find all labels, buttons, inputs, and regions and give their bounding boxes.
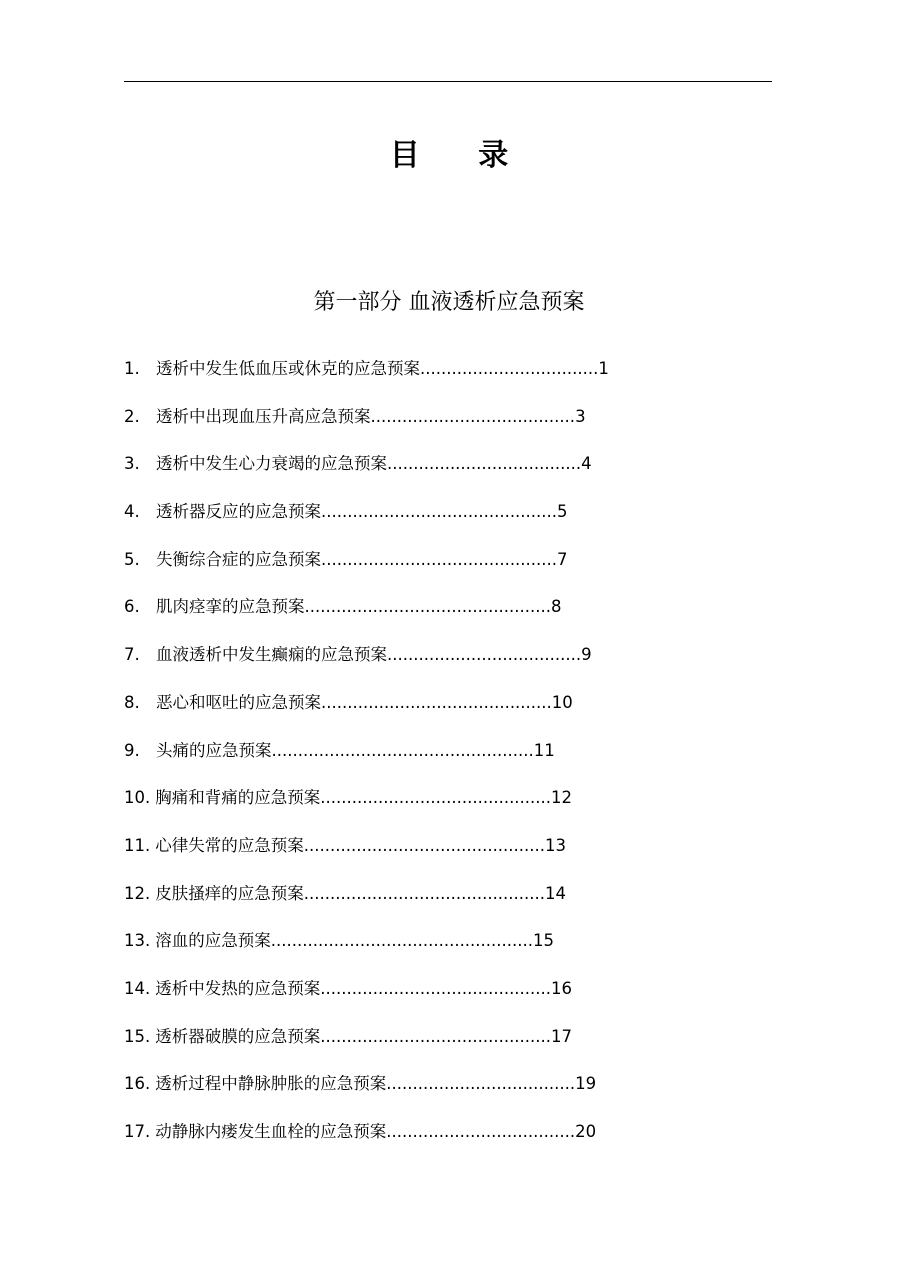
table-of-contents [124, 354, 784, 1165]
toc-leader-dots: ............................................ [321, 692, 552, 712]
toc-entry-title: 透析器破膜的应急预案 [155, 1026, 321, 1046]
toc-page-number: 3 [575, 406, 586, 426]
toc-entry[interactable] [124, 974, 784, 1022]
toc-page-number: 15 [533, 931, 554, 951]
toc-entry-title: 血液透析中发生癫痫的应急预案 [156, 645, 387, 665]
toc-leader-dots: ............................................ [320, 1026, 552, 1046]
toc-page-number: 17 [551, 1026, 573, 1046]
toc-entry-title: 动静脉内瘘发生血栓的应急预案 [155, 1122, 387, 1141]
toc-entry-title: 透析器反应的应急预案 [156, 502, 321, 522]
toc-entry[interactable] [124, 688, 784, 736]
toc-leader-dots: ..................................... [387, 645, 582, 665]
toc-entry[interactable] [124, 354, 784, 402]
toc-entry[interactable] [124, 831, 784, 879]
toc-page-number: 4 [581, 454, 592, 474]
toc-leader-dots: .................................................. [271, 740, 534, 760]
toc-entry[interactable] [124, 545, 784, 593]
section-heading: 第一部分 血液透析应急预案 [313, 290, 585, 315]
toc-entry-title: 透析中发生低血压或休克的应急预案 [156, 359, 420, 378]
toc-entry[interactable] [124, 497, 784, 545]
toc-entry[interactable] [124, 926, 784, 974]
toc-entry-number: 12. [124, 883, 151, 903]
toc-page-number: 11 [533, 740, 555, 760]
toc-entry-title: 透析中发热的应急预案 [155, 978, 321, 998]
toc-entry-number: 11. [124, 835, 151, 855]
toc-page-number: 1 [598, 359, 609, 378]
toc-entry[interactable] [124, 1117, 784, 1165]
toc-entry-title: 恶心和呕吐的应急预案 [156, 692, 321, 712]
toc-entry-number: 7. [124, 645, 140, 665]
toc-page-number: 12 [551, 788, 573, 808]
header-rule [124, 81, 772, 82]
toc-leader-dots: ............................................. [321, 549, 558, 569]
toc-entry-number: 6. [124, 597, 140, 617]
toc-entry-number: 15. [124, 1026, 151, 1046]
toc-page-number: 14 [545, 883, 567, 903]
toc-entry[interactable] [124, 449, 784, 497]
toc-entry[interactable] [124, 640, 784, 688]
toc-page-number: 16 [551, 978, 573, 998]
toc-entry[interactable] [124, 402, 784, 450]
toc-page-number: 20 [575, 1122, 597, 1141]
toc-leader-dots: .............................................. [303, 835, 546, 855]
toc-entry-title: 透析中发生心力衰竭的应急预案 [156, 454, 387, 474]
toc-entry-number: 5. [124, 549, 140, 569]
toc-page-number: 7 [557, 549, 568, 569]
toc-entry[interactable] [124, 783, 784, 831]
toc-leader-dots: ............................................ [320, 788, 552, 808]
toc-entry[interactable] [124, 1022, 784, 1070]
toc-entry-title: 透析过程中静脉肿胀的应急预案 [155, 1074, 387, 1094]
toc-entry-number: 9. [124, 740, 140, 760]
page-title: 目 录 [389, 138, 533, 173]
toc-leader-dots: .................................................. [270, 931, 533, 951]
toc-entry-number: 3. [124, 454, 140, 474]
toc-page-number: 5 [557, 502, 568, 522]
toc-page-number: 13 [545, 835, 567, 855]
toc-entry-title: 肌肉痉挛的应急预案 [156, 597, 305, 617]
toc-leader-dots: .................................... [386, 1074, 576, 1094]
toc-page-number: 10 [551, 692, 573, 712]
toc-entry-title: 透析中出现血压升高应急预案 [156, 406, 371, 426]
toc-page-number: 8 [551, 597, 562, 617]
toc-leader-dots: ............................................ [320, 978, 552, 998]
toc-entry-title: 头痛的应急预案 [156, 740, 272, 760]
toc-entry-number: 1. [124, 359, 140, 378]
toc-entry-number: 16. [124, 1074, 151, 1094]
toc-entry-number: 8. [124, 692, 140, 712]
toc-entry-number: 10. [124, 788, 151, 808]
toc-entry-title: 溶血的应急预案 [155, 931, 271, 951]
toc-entry-number: 2. [124, 406, 140, 426]
toc-entry-title: 皮肤搔痒的应急预案 [155, 883, 304, 903]
toc-leader-dots: .............................................. [303, 883, 546, 903]
toc-leader-dots: .................................... [386, 1122, 576, 1141]
toc-leader-dots: .................................. [420, 359, 599, 378]
toc-entry[interactable] [124, 1069, 784, 1117]
toc-leader-dots: ............................................. [321, 502, 558, 522]
toc-entry-title: 胸痛和背痛的应急预案 [155, 788, 321, 808]
toc-entry[interactable] [124, 592, 784, 640]
toc-entry-number: 17. [124, 1122, 151, 1141]
toc-entry-number: 13. [124, 931, 151, 951]
toc-page-number: 19 [575, 1074, 597, 1094]
toc-leader-dots: ..................................... [387, 454, 582, 474]
toc-entry-number: 14. [124, 978, 151, 998]
toc-entry-number: 4. [124, 502, 140, 522]
toc-page-number: 9 [581, 645, 592, 665]
toc-leader-dots: ............................................... [304, 597, 552, 617]
toc-leader-dots: ....................................... [370, 406, 576, 426]
toc-entry-title: 心律失常的应急预案 [155, 835, 304, 855]
toc-entry[interactable] [124, 736, 784, 784]
toc-entry[interactable] [124, 879, 784, 927]
toc-entry-title: 失衡综合症的应急预案 [156, 549, 321, 569]
